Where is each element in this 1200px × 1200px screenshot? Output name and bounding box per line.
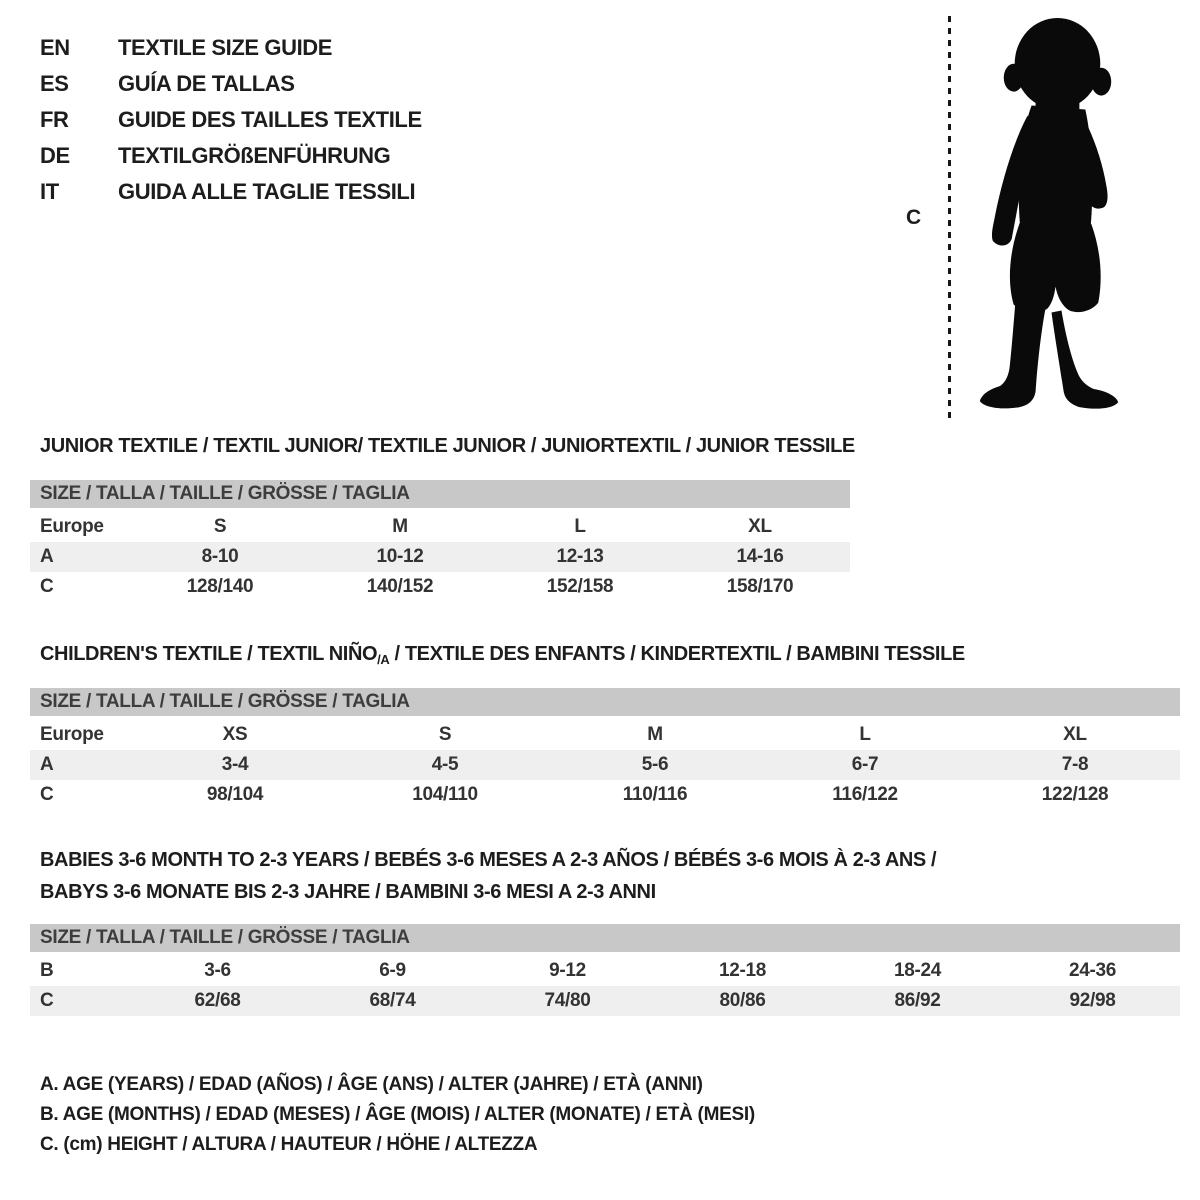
language-title: GUÍA DE TALLAS (118, 71, 295, 96)
table-row (30, 572, 850, 602)
table-cell: 128/140 (186, 576, 254, 597)
height-measure-label: C (906, 206, 922, 229)
babies-section-title-line2: BABYS 3-6 MONATE BIS 2-3 JAHRE / BAMBINI 3-6 MESI A 2-3 ANNI (40, 881, 656, 903)
language-title: GUIDA ALLE TAGLIE TESSILI (118, 179, 416, 204)
row-label: A (40, 546, 54, 567)
language-title: GUIDE DES TAILLES TEXTILE (118, 107, 422, 132)
table-cell: XS (222, 724, 248, 745)
table-row (30, 542, 850, 572)
table-cell: 6-7 (851, 754, 879, 775)
language-code: DE (40, 143, 70, 168)
table-row (30, 512, 850, 542)
children-section-title-post: / TEXTILE DES ENFANTS / KINDERTEXTIL / BAMBINI TESSILE (389, 643, 965, 665)
children-section-title-pre: CHILDREN'S TEXTILE / TEXTIL NIÑO (40, 643, 378, 665)
table-cell: 62/68 (194, 990, 241, 1011)
table-cell: XL (1063, 724, 1087, 745)
table-cell: 68/74 (369, 990, 416, 1011)
size-header-bar: SIZE / TALLA / TAILLE / GRÖSSE / TAGLIA (30, 924, 1180, 952)
table-cell: M (392, 516, 408, 537)
table-row (30, 986, 1180, 1016)
table-cell: 7-8 (1061, 754, 1089, 775)
table-row (30, 956, 1180, 986)
row-label: C (40, 784, 54, 805)
size-header-bar: SIZE / TALLA / TAILLE / GRÖSSE / TAGLIA (30, 480, 850, 508)
legend-row-b: B. AGE (MONTHS) / EDAD (MESES) / ÂGE (MOIS) / ALTER (MONATE) / ETÀ (MESI) (40, 1104, 755, 1125)
size-header-bar: SIZE / TALLA / TAILLE / GRÖSSE / TAGLIA (30, 688, 1180, 716)
table-cell: 12-13 (556, 546, 604, 567)
table-cell: 116/122 (832, 784, 898, 805)
table-cell: 5-6 (641, 754, 669, 775)
table-cell: 24-36 (1068, 960, 1117, 981)
language-title: TEXTILGRÖßENFÜHRUNG (118, 143, 391, 168)
table-cell: 80/86 (719, 990, 766, 1011)
table-cell: 14-16 (736, 546, 784, 567)
babies-section-title (40, 844, 936, 908)
table-cell: 92/98 (1069, 990, 1116, 1011)
table-cell: 122/128 (1041, 784, 1109, 805)
height-measure-dashed-line (948, 16, 951, 418)
language-list (40, 30, 422, 210)
table-row (30, 750, 1180, 780)
row-label: Europe (40, 516, 104, 537)
table-cell: 74/80 (544, 990, 591, 1011)
babies-section-title-line1: BABIES 3-6 MONTH TO 2-3 YEARS / BEBÉS 3-6 MESES A 2-3 AÑOS / BÉBÉS 3-6 MOIS À 2-3 ANS / (40, 849, 937, 871)
table-cell: M (647, 724, 663, 745)
row-label: C (40, 990, 54, 1011)
table-cell: 158/170 (726, 576, 794, 597)
table-cell: 110/116 (622, 784, 688, 805)
language-code: ES (40, 71, 69, 96)
table-cell: 152/158 (546, 576, 614, 597)
children-size-table (30, 688, 1180, 810)
legend-row-c: C. (cm) HEIGHT / ALTURA / HAUTEUR / HÖHE / ALTEZZA (40, 1134, 538, 1155)
legend-row-a: A. AGE (YEARS) / EDAD (AÑOS) / ÂGE (ANS) / ALTER (JAHRE) / ETÀ (ANNI) (40, 1074, 703, 1095)
language-code: EN (40, 35, 70, 60)
row-label: B (40, 960, 54, 981)
table-cell: S (438, 724, 452, 745)
language-row (40, 66, 422, 102)
table-cell: L (859, 724, 871, 745)
table-cell: 3-4 (221, 754, 249, 775)
table-cell: 98/104 (206, 784, 264, 805)
measure-legend (40, 1070, 755, 1160)
language-row (40, 30, 422, 66)
table-cell: 140/152 (366, 576, 434, 597)
table-cell: 18-24 (893, 960, 942, 981)
language-row (40, 102, 422, 138)
babies-size-table (30, 924, 1180, 1016)
language-row (40, 174, 422, 210)
row-label: C (40, 576, 54, 597)
table-cell: S (213, 516, 227, 537)
table-cell: 8-10 (201, 546, 239, 567)
table-row (30, 720, 1180, 750)
table-cell: 86/92 (894, 990, 941, 1011)
language-code: IT (40, 179, 59, 204)
children-section-title (40, 642, 965, 672)
language-row (40, 138, 422, 174)
junior-section-title-text: JUNIOR TEXTILE / TEXTIL JUNIOR/ TEXTILE JUNIOR / JUNIORTEXTIL / JUNIOR TESSILE (40, 435, 855, 457)
toddler-silhouette-icon (960, 12, 1148, 425)
table-cell: 10-12 (376, 546, 424, 567)
table-row (30, 780, 1180, 810)
table-cell: 104/110 (412, 784, 478, 805)
table-cell: XL (748, 516, 772, 537)
table-cell: 6-9 (379, 960, 406, 981)
babies-table-rows (30, 956, 1180, 1016)
row-label: A (40, 754, 54, 775)
junior-size-table (30, 480, 850, 602)
table-cell: 3-6 (204, 960, 231, 981)
junior-table-rows (30, 512, 850, 602)
table-cell: 12-18 (718, 960, 767, 981)
children-section-title-sub: /A (377, 652, 390, 667)
table-cell: 9-12 (549, 960, 586, 981)
junior-section-title (40, 434, 855, 458)
language-code: FR (40, 107, 69, 132)
table-cell: L (574, 516, 586, 537)
language-title: TEXTILE SIZE GUIDE (118, 35, 333, 60)
row-label: Europe (40, 724, 104, 745)
children-table-rows (30, 720, 1180, 810)
table-cell: 4-5 (431, 754, 459, 775)
